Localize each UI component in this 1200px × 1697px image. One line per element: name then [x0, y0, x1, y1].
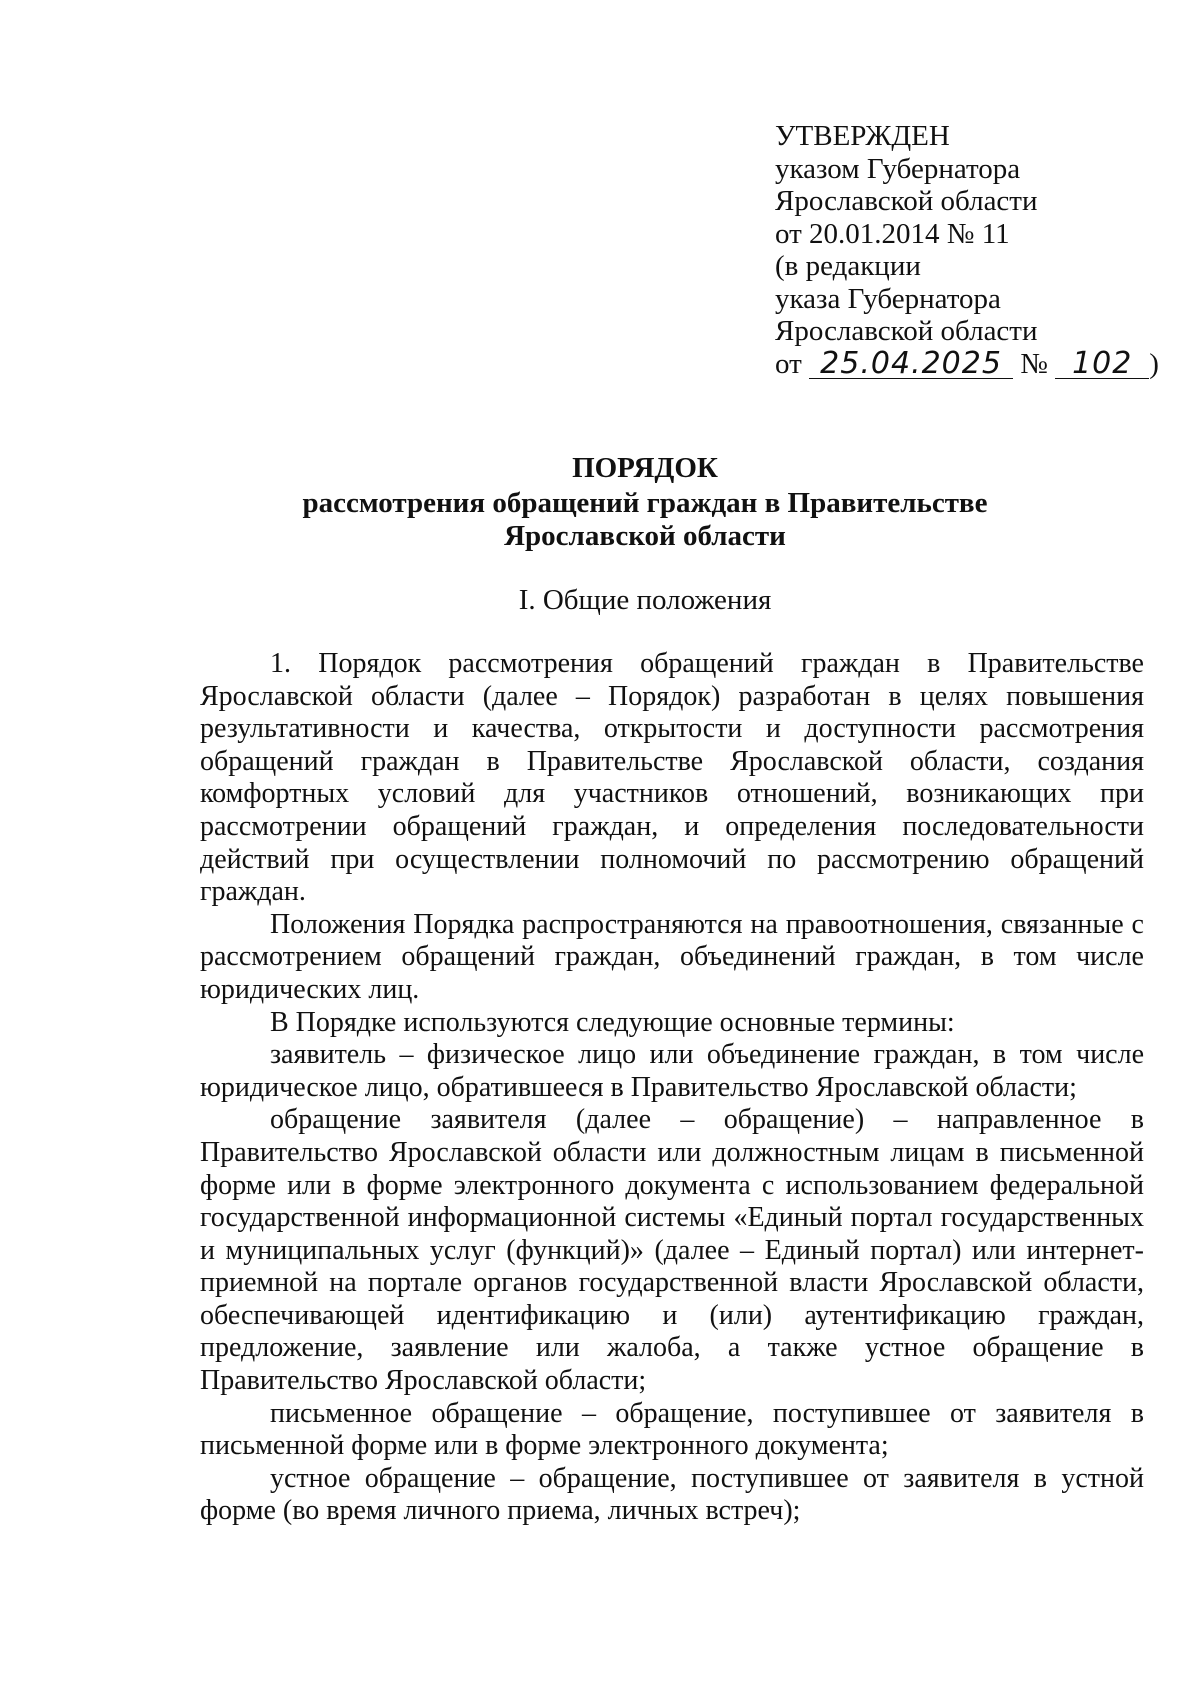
- approval-line: Ярославской области: [775, 315, 1038, 347]
- from-label: от: [775, 347, 802, 380]
- approval-line: указом Губернатора: [775, 152, 1021, 185]
- paragraph: устное обращение – обращение, поступившее от заявителя в устной форме (во время личного приема, личных встреч);: [200, 1462, 1144, 1527]
- number-sign: №: [1020, 347, 1048, 380]
- document-subtitle: рассмотрения обращений граждан в Правительстве: [302, 487, 988, 519]
- paragraph: В Порядке используются следующие основные термины:: [270, 1006, 955, 1038]
- document-body: [200, 648, 1144, 1528]
- section-heading: I. Общие положения: [518, 584, 772, 616]
- paragraph: письменное обращение – обращение, поступившее от заявителя в письменной форме или в форме электронного документа;: [200, 1397, 1144, 1462]
- approval-heading: УТВЕРЖДЕН: [775, 120, 950, 152]
- approval-line: указа Губернатора: [775, 282, 1001, 315]
- approval-line: от 20.01.2014 № 11: [775, 217, 1010, 250]
- paragraph: заявитель – физическое лицо или объединение граждан, в том числе юридическое лицо, обратившееся в Правительство Ярославской области;: [200, 1039, 1144, 1103]
- paragraph: 1. Порядок рассмотрения обращений граждан в Правительстве Ярославской области (далее – Порядок) разработан в целях повышения результативности и качества, открытости и доступности рассмотрения обращений граждан в Правительстве Ярославской области, создания комфортных условий для участников отношений, возникающих при рассмотрении обращений граждан, и определения последовательности действий при осуществлении полномочий по рассмотрению обращений граждан.: [200, 648, 1144, 908]
- approval-line: Ярославской области: [775, 185, 1038, 217]
- closing-paren: ): [1149, 347, 1159, 380]
- document-title: ПОРЯДОК: [572, 452, 718, 484]
- approval-date-line: [775, 345, 1175, 381]
- approval-stamp-block: [775, 120, 1175, 380]
- document-subtitle: Ярославской области: [504, 520, 786, 552]
- handwritten-date: 25.04.2025: [809, 350, 1013, 379]
- approval-line: (в редакции: [775, 250, 921, 282]
- paragraph: обращение заявителя (далее – обращение) – направленное в Правительство Ярославской области или должностным лицам в письменной форме или в форме электронного документа с использованием федеральной государственной информационной системы «Единый портал государственных и муниципальных услуг (функций)» (далее – Единый портал) или интернет-приемной на портале органов государственной власти Ярославской области, обеспечивающей идентификацию и (или) аутентификацию граждан, предложение, заявление или жалоба, а также устное обращение в Правительство Ярославской области;: [200, 1104, 1144, 1397]
- handwritten-number: 102: [1055, 350, 1149, 379]
- paragraph: Положения Порядка распространяются на правоотношения, связанные с рассмотрением обращений граждан, объединений граждан, в том числе юридических лиц.: [200, 908, 1144, 1005]
